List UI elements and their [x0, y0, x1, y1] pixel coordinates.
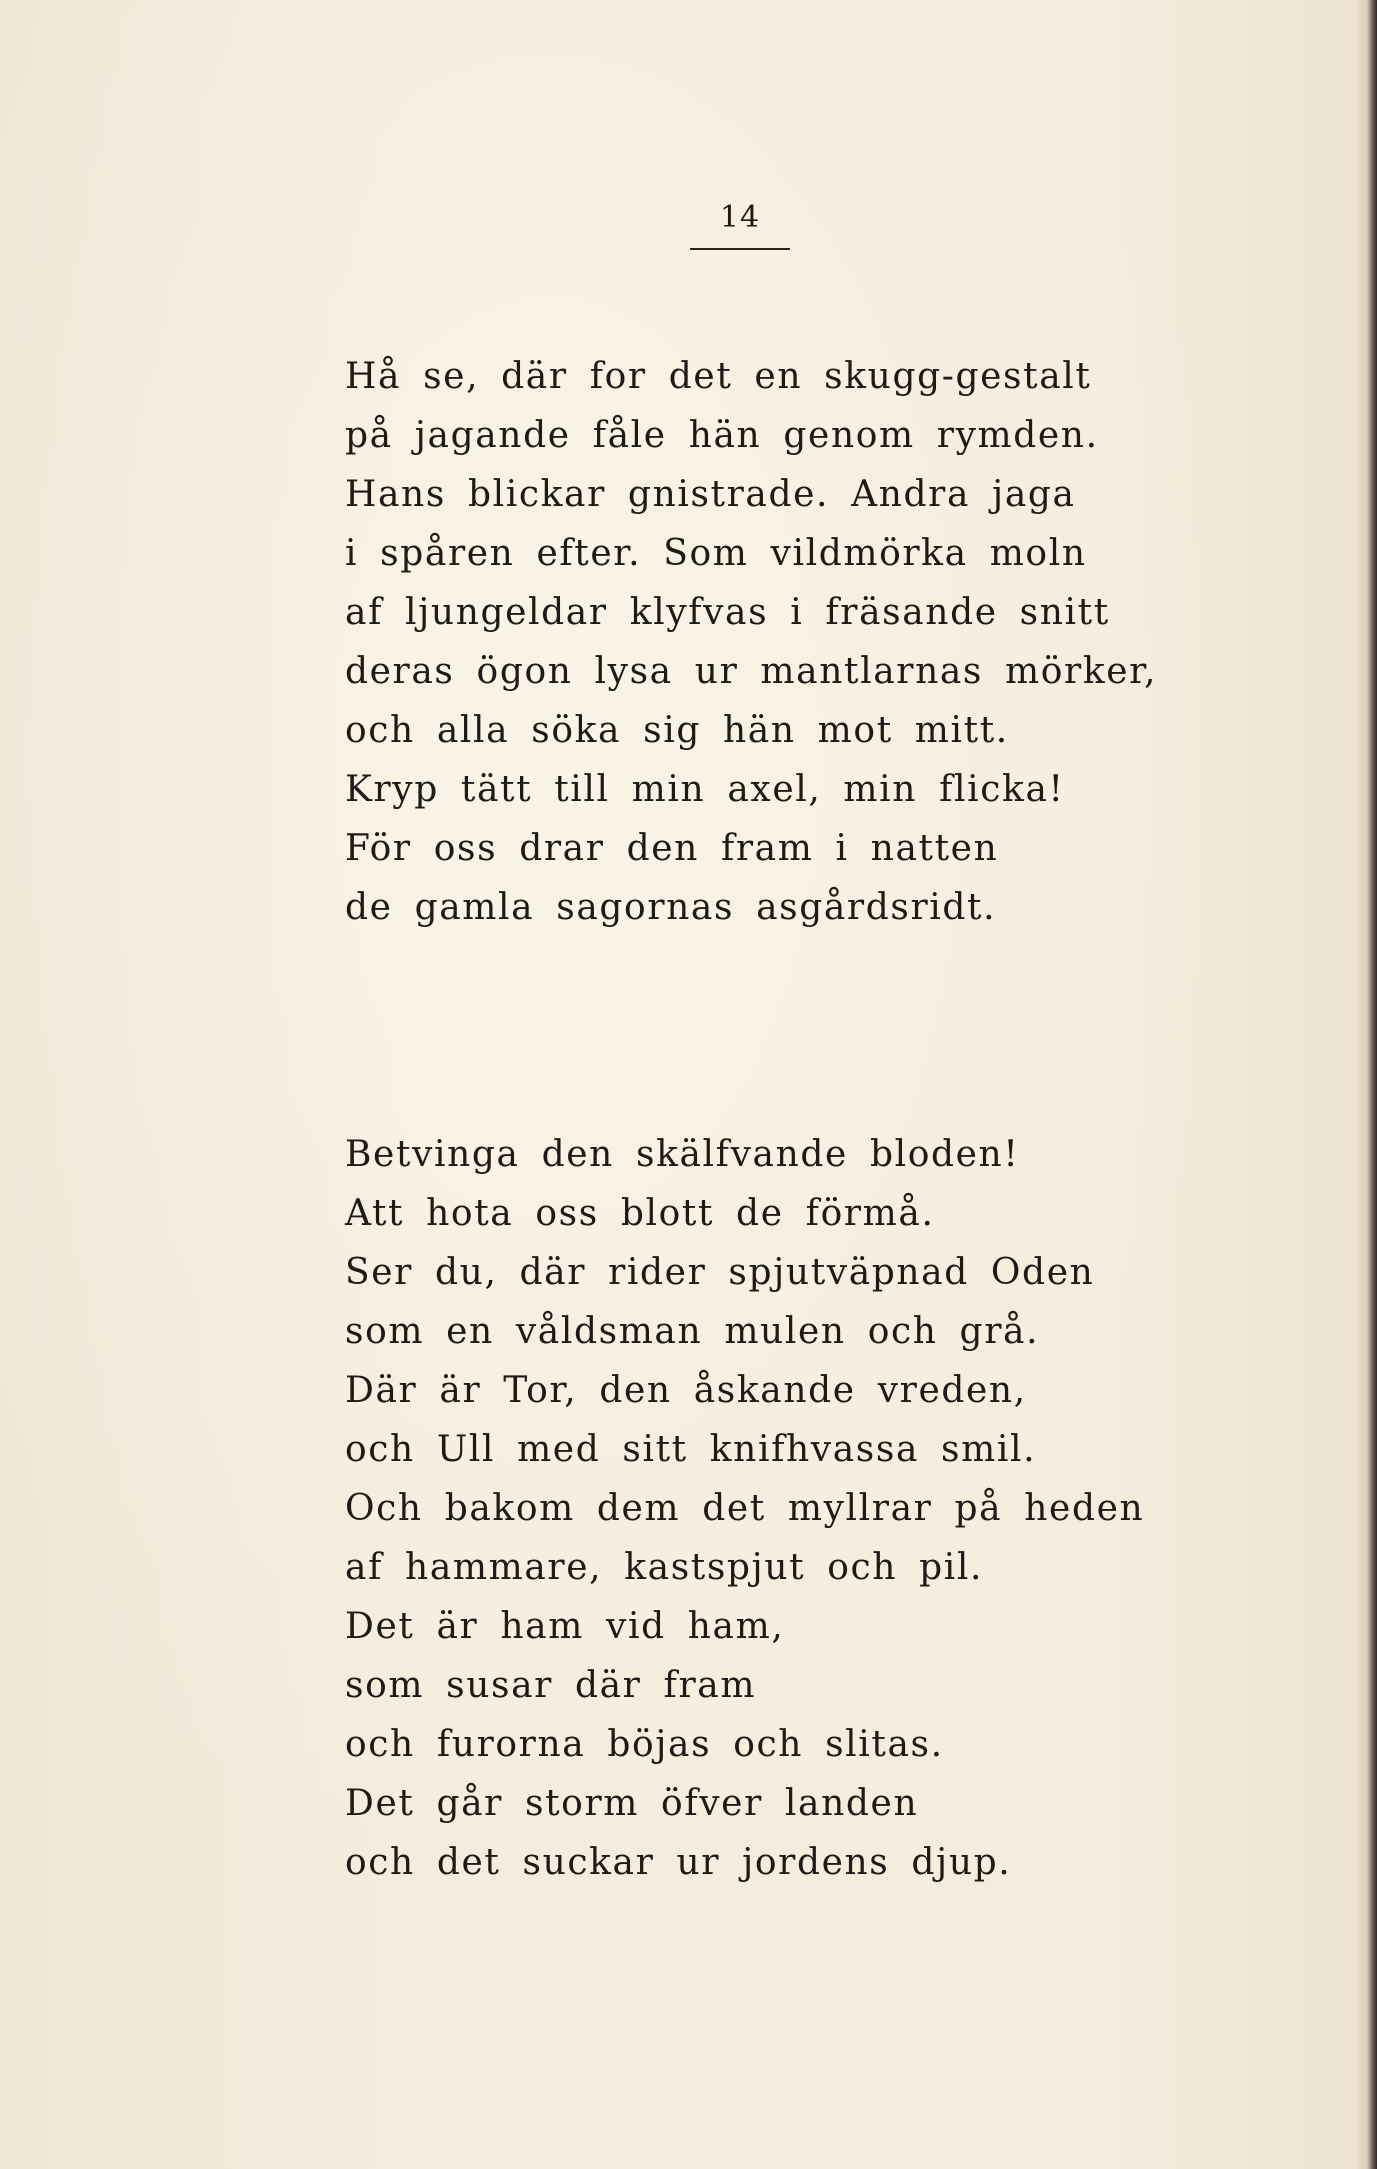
verse-line: Det är ham vid ham, [345, 1606, 785, 1647]
verse-line: Kryp tätt till min axel, min flicka! [345, 769, 1065, 810]
verse-line: Det går storm öfver landen [345, 1783, 919, 1824]
page-edge-shadow [1355, 0, 1377, 2169]
verse-line: Och bakom dem det myllrar på heden [345, 1488, 1145, 1529]
verse-line: och alla söka sig hän mot mitt. [345, 710, 1009, 751]
verse-line: Ser du, där rider spjutväpnad Oden [345, 1252, 1095, 1293]
verse-line: Att hota oss blott de förmå. [345, 1193, 935, 1234]
verse-line: af ljungeldar klyfvas i fräsande snitt [345, 592, 1110, 633]
verse-line: Hå se, där for det en skugg-gestalt [345, 356, 1092, 397]
verse-line: För oss drar den fram i natten [345, 828, 999, 869]
page-number-rule [690, 248, 790, 250]
verse-line: Betvinga den skälfvande bloden! [345, 1134, 1020, 1175]
verse-line: och furorna böjas och slitas. [345, 1724, 944, 1765]
verse-line: och det suckar ur jordens djup. [345, 1842, 1012, 1883]
verse-line: på jagande fåle hän genom rymden. [345, 415, 1099, 456]
verse-line: i spåren efter. Som vildmörka moln [345, 533, 1087, 574]
verse-line: de gamla sagornas asgårdsridt. [345, 887, 997, 928]
verse-line: och Ull med sitt knifhvassa smil. [345, 1429, 1037, 1470]
verse-line: Där är Tor, den åskande vreden, [345, 1370, 1027, 1411]
verse-line: som en våldsman mulen och grå. [345, 1311, 1040, 1352]
verse-line: deras ögon lysa ur mantlarnas mörker, [345, 651, 1158, 692]
stanza-1 [345, 347, 1157, 937]
verse-line: Hans blickar gnistrade. Andra jaga [345, 474, 1076, 515]
verse-line: af hammare, kastspjut och pil. [345, 1547, 983, 1588]
stanza-2 [345, 1125, 1144, 1892]
page-number: 14 [719, 200, 761, 235]
verse-line: som susar där fram [345, 1665, 757, 1706]
